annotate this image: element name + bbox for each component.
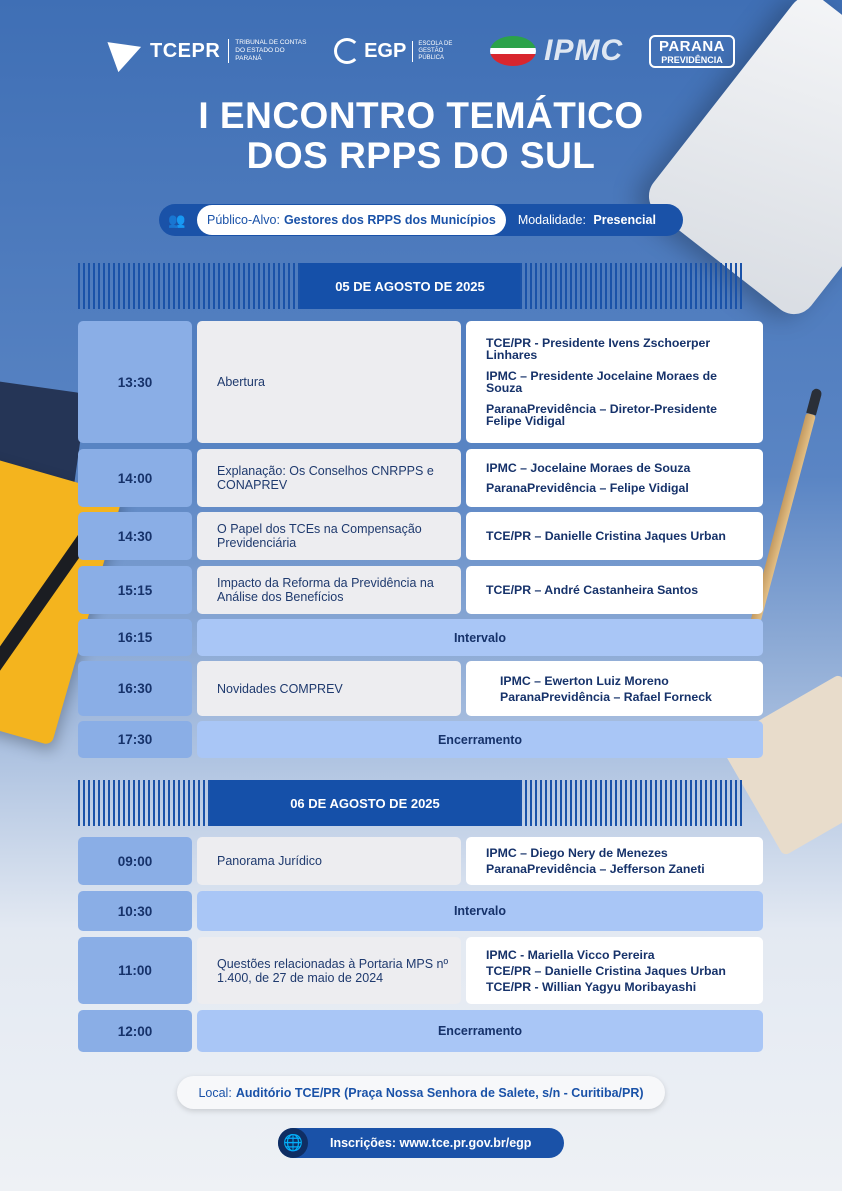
speaker: ParanaPrevidência – Jefferson Zaneti	[486, 862, 705, 876]
schedule-time: 15:15	[78, 566, 192, 614]
globe-icon: 🌐	[278, 1128, 308, 1158]
day1-stripes-right	[520, 263, 742, 309]
egp-logo	[334, 38, 464, 64]
schedule-speakers	[466, 937, 763, 1004]
schedule-activity: Abertura	[197, 321, 461, 443]
schedule-time: 16:30	[78, 661, 192, 716]
schedule-time: 16:15	[78, 619, 192, 656]
schedule-activity: Questões relacionadas à Portaria MPS nº 1.400, de 27 de maio de 2024	[197, 937, 461, 1004]
speaker: IPMC – Diego Nery de Menezes	[486, 846, 668, 860]
people-icon: 👥	[168, 211, 186, 228]
venue-pill	[177, 1076, 665, 1109]
speaker: ParanaPrevidência – Diretor-Presidente Felipe Vidigal	[486, 401, 718, 428]
speaker: IPMC – Ewerton Luiz Moreno	[500, 673, 669, 688]
schedule-time: 09:00	[78, 837, 192, 885]
schedule-activity: Impacto da Reforma da Previdência na Análise dos Benefícios	[197, 566, 461, 614]
tce-logo	[110, 34, 308, 68]
closing-cell: Encerramento	[197, 1010, 763, 1052]
egp-swirl-icon	[334, 38, 360, 64]
venue-value: Auditório TCE/PR (Praça Nossa Senhora de Salete, s/n - Curitiba/PR)	[235, 1085, 644, 1100]
info-pill	[159, 204, 683, 236]
schedule-time: 14:00	[78, 449, 192, 507]
modality	[518, 213, 656, 227]
parana-previdencia-logo	[649, 35, 735, 68]
target-audience-label: Público-Alvo:	[207, 213, 280, 227]
schedule-time: 14:30	[78, 512, 192, 560]
day2-stripes-right	[520, 780, 742, 826]
venue-label: Local:	[198, 1085, 232, 1100]
schedule-time: 12:00	[78, 1010, 192, 1052]
schedule-speakers	[466, 837, 763, 885]
schedule-activity: Novidades COMPREV	[197, 661, 461, 716]
logo-bar	[110, 30, 735, 72]
pp-logo-subtitle: PREVIDÊNCIA	[661, 54, 723, 65]
event-title	[0, 96, 842, 176]
break-cell: Intervalo	[197, 619, 763, 656]
schedule-activity: Explanação: Os Conselhos CNRPPS e CONAPREV	[197, 449, 461, 507]
registration-text[interactable]: Inscrições: www.tce.pr.gov.br/egp	[330, 1136, 532, 1150]
speaker: TCE/PR – André Castanheira Santos	[486, 582, 699, 597]
day2-stripes-left	[78, 780, 210, 826]
speaker: TCE/PR – Danielle Cristina Jaques Urban	[486, 528, 726, 543]
ipmc-logo-name: IPMC	[544, 34, 624, 67]
tce-triangle-icon	[110, 34, 144, 68]
target-audience-value: Gestores dos RPPS dos Municípios	[283, 213, 496, 227]
event-title-line1: I ENCONTRO TEMÁTICO	[198, 95, 644, 136]
speaker: ParanaPrevidência – Felipe Vidigal	[486, 481, 689, 495]
speaker: ParanaPrevidência – Rafael Forneck	[500, 689, 712, 704]
tce-logo-subtitle: TRIBUNAL DE CONTAS DO ESTADO DO PARANÁ	[228, 39, 308, 63]
schedule-speakers	[466, 449, 763, 507]
ipmc-flag-icon	[490, 36, 536, 66]
speaker: TCE/PR - Presidente Ivens Zschoerper Linhares	[486, 335, 711, 362]
schedule-speakers	[466, 661, 763, 716]
speaker: IPMC - Mariella Vicco Pereira	[486, 947, 655, 962]
speaker: TCE/PR – Danielle Cristina Jaques Urban	[486, 963, 726, 978]
schedule-activity: O Papel dos TCEs na Compensação Previdenciária	[197, 512, 461, 560]
schedule-speakers	[466, 321, 763, 443]
schedule-speakers	[466, 512, 763, 560]
day1-date: 05 DE AGOSTO DE 2025	[300, 263, 520, 309]
ipmc-logo	[490, 34, 623, 68]
modality-value: Presencial	[593, 213, 656, 227]
egp-logo-name: EGP	[364, 39, 407, 62]
pp-logo-name: PARANA	[658, 37, 725, 55]
schedule-activity: Panorama Jurídico	[197, 837, 461, 885]
day1-header	[78, 263, 742, 309]
tce-logo-name: TCEPR	[150, 39, 221, 62]
schedule-speakers	[466, 566, 763, 614]
break-cell: Intervalo	[197, 891, 763, 931]
event-title-line2: DOS RPPS DO SUL	[246, 135, 596, 176]
speaker: IPMC – Jocelaine Moraes de Souza	[486, 460, 691, 475]
speaker: TCE/PR - Willian Yagyu Moribayashi	[486, 979, 697, 994]
schedule-time: 11:00	[78, 937, 192, 1004]
modality-label: Modalidade:	[517, 213, 586, 227]
day2-header	[78, 780, 742, 826]
schedule-time: 17:30	[78, 721, 192, 758]
closing-cell: Encerramento	[197, 721, 763, 758]
schedule-time: 10:30	[78, 891, 192, 931]
schedule-time: 13:30	[78, 321, 192, 443]
target-audience	[197, 205, 506, 235]
egp-logo-subtitle: ESCOLA DE GESTÃO PÚBLICA	[412, 41, 464, 62]
day1-stripes-left	[78, 263, 300, 309]
day2-date: 06 DE AGOSTO DE 2025	[210, 780, 520, 826]
speaker: IPMC – Presidente Jocelaine Moraes de Souza	[486, 368, 717, 395]
registration-link[interactable]	[278, 1128, 564, 1158]
